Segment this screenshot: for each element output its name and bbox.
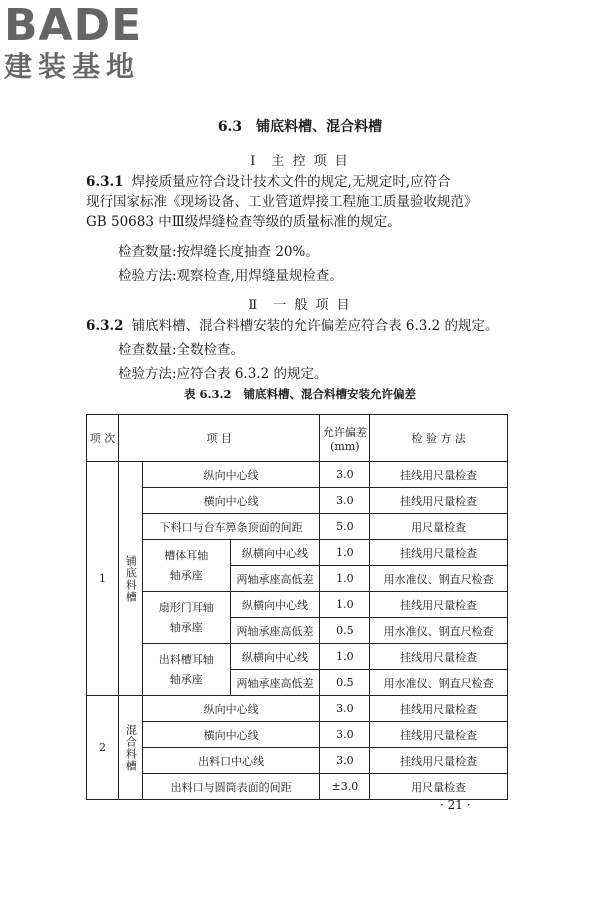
group-name-cell <box>118 696 142 800</box>
row-item: 纵横向中心线 <box>230 592 320 618</box>
inspection-quantity: 检查数量:全数检查。 <box>118 342 245 358</box>
row-method: 挂线用尺量检查 <box>370 540 508 566</box>
row-tolerance: 3.0 <box>320 748 370 774</box>
clause-6-3-1 <box>86 172 516 232</box>
row-tolerance: ±3.0 <box>320 774 370 800</box>
table-row <box>87 696 508 722</box>
subgroup-label <box>142 644 230 696</box>
subsection-roman: Ⅰ <box>250 154 258 169</box>
section-number: 6.3 <box>217 119 243 135</box>
inspection-method: 检验方法:观察检查,用焊缝量规检查。 <box>118 268 343 284</box>
header-seq: 项 次 <box>87 415 119 462</box>
table-row <box>87 722 508 748</box>
row-tolerance: 3.0 <box>320 462 370 488</box>
section-title <box>0 116 600 136</box>
subgroup-label-line: 轴承座 <box>169 620 203 634</box>
subgroup-label <box>142 540 230 592</box>
table-row <box>87 748 508 774</box>
group-name: 混合料槽 <box>124 723 138 772</box>
group-name: 铺底料槽 <box>124 554 138 603</box>
subsection-title: 主 控 项 目 <box>271 154 350 169</box>
subsection-roman: Ⅱ <box>248 298 260 313</box>
row-item: 纵向中心线 <box>142 462 320 488</box>
subgroup-label <box>142 592 230 644</box>
group-seq: 1 <box>87 462 119 696</box>
row-item: 两轴承座高低差 <box>230 566 320 592</box>
subgroup-label-line: 扇形门耳轴 <box>158 600 214 614</box>
subgroup-label-line: 出料槽耳轴 <box>158 652 214 666</box>
clause-text: GB 50683 中Ⅲ级焊缝检查等级的质量标准的规定。 <box>86 214 401 230</box>
row-item: 两轴承座高低差 <box>230 618 320 644</box>
table-row <box>87 462 508 488</box>
header-tolerance <box>320 415 370 462</box>
clause-number: 6.3.2 <box>86 318 124 334</box>
inspection-method: 检验方法:应符合表 6.3.2 的规定。 <box>118 366 328 382</box>
row-method: 用水准仪、钢直尺检查 <box>370 566 508 592</box>
header-tolerance-label: 允许偏差 <box>322 425 367 439</box>
row-tolerance: 1.0 <box>320 566 370 592</box>
row-item: 纵横向中心线 <box>230 644 320 670</box>
group-seq: 2 <box>87 696 119 800</box>
subsection-general-items <box>0 294 600 313</box>
row-item: 横向中心线 <box>142 722 320 748</box>
row-method: 挂线用尺量检查 <box>370 488 508 514</box>
table-header-row <box>87 415 508 462</box>
row-tolerance: 1.0 <box>320 540 370 566</box>
row-tolerance: 0.5 <box>320 618 370 644</box>
header-item: 项 目 <box>118 415 319 462</box>
table-caption <box>0 386 600 402</box>
subgroup-label-line: 槽体耳轴 <box>164 548 209 562</box>
row-method: 用尺量检查 <box>370 774 508 800</box>
header-method: 检 验 方 法 <box>370 415 508 462</box>
row-tolerance: 3.0 <box>320 488 370 514</box>
row-method: 挂线用尺量检查 <box>370 644 508 670</box>
logo-wordmark: BADE <box>4 0 143 51</box>
clause-text: 铺底料槽、混合料槽安装的允许偏差应符合表 6.3.2 的规定。 <box>131 318 499 334</box>
table-row <box>87 592 508 618</box>
table-row <box>87 514 508 540</box>
section-title-text: 铺底料槽、混合料槽 <box>256 119 383 135</box>
row-tolerance: 3.0 <box>320 722 370 748</box>
row-tolerance: 0.5 <box>320 670 370 696</box>
clause-number: 6.3.1 <box>86 174 124 190</box>
row-item: 纵向中心线 <box>142 696 320 722</box>
clause-text: 焊接质量应符合设计技术文件的规定,无规定时,应符合 <box>131 174 451 190</box>
table-row <box>87 644 508 670</box>
row-tolerance: 1.0 <box>320 644 370 670</box>
row-tolerance: 5.0 <box>320 514 370 540</box>
header-tolerance-unit: (mm) <box>330 439 360 453</box>
subsection-main-items <box>0 150 600 169</box>
row-method: 用水准仪、钢直尺检查 <box>370 670 508 696</box>
logo-subtitle: 建装基地 <box>4 50 141 83</box>
table-caption-text: 铺底料槽、混合料槽安装允许偏差 <box>243 387 417 401</box>
inspection-quantity: 检查数量:按焊缝长度抽查 20%。 <box>118 244 319 260</box>
subsection-title: 一 般 项 目 <box>273 298 352 313</box>
row-method: 挂线用尺量检查 <box>370 748 508 774</box>
row-method: 挂线用尺量检查 <box>370 592 508 618</box>
row-method: 挂线用尺量检查 <box>370 696 508 722</box>
row-tolerance: 1.0 <box>320 592 370 618</box>
clause-text: 现行国家标准《现场设备、工业管道焊接工程施工质量验收规范》 <box>86 194 478 210</box>
table-number: 表 6.3.2 <box>183 387 232 401</box>
subgroup-label-line: 轴承座 <box>169 568 203 582</box>
row-method: 挂线用尺量检查 <box>370 462 508 488</box>
row-item: 出料口与圆筒表面的间距 <box>142 774 320 800</box>
row-item: 纵横向中心线 <box>230 540 320 566</box>
row-method: 用水准仪、钢直尺检查 <box>370 618 508 644</box>
row-item: 横向中心线 <box>142 488 320 514</box>
row-tolerance: 3.0 <box>320 696 370 722</box>
bade-logo <box>4 0 143 84</box>
row-method: 挂线用尺量检查 <box>370 722 508 748</box>
table-row <box>87 774 508 800</box>
subgroup-label-line: 轴承座 <box>169 672 203 686</box>
row-item: 下料口与台车箅条顶面的间距 <box>142 514 320 540</box>
row-item: 两轴承座高低差 <box>230 670 320 696</box>
page-number: · 21 · <box>440 798 471 812</box>
tolerance-table <box>86 414 508 800</box>
group-name-cell <box>118 462 142 696</box>
clause-6-3-2 <box>86 316 516 336</box>
row-method: 用尺量检查 <box>370 514 508 540</box>
table-row <box>87 488 508 514</box>
table-row <box>87 540 508 566</box>
row-item: 出料口中心线 <box>142 748 320 774</box>
